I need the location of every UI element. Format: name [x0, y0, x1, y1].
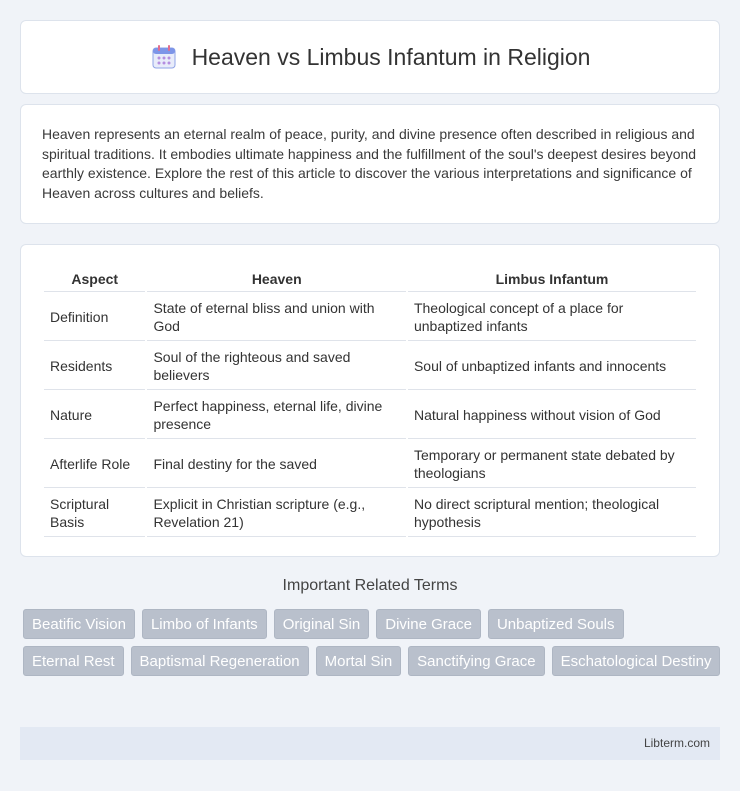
table-cell: Perfect happiness, eternal life, divine presence [147, 392, 406, 439]
table-row [44, 490, 696, 537]
table-cell: Afterlife Role [44, 441, 145, 488]
tag-unbaptized-souls[interactable]: Unbaptized Souls [488, 609, 624, 639]
tag-sanctifying-grace[interactable]: Sanctifying Grace [408, 646, 544, 676]
calendar-icon [150, 43, 178, 71]
intro-card [20, 104, 720, 224]
page-title: Heaven vs Limbus Infantum in Religion [191, 43, 591, 70]
comparison-card [20, 244, 720, 557]
table-cell: Scriptural Basis [44, 490, 145, 537]
table-cell: Explicit in Christian scripture (e.g., Revelation 21) [147, 490, 406, 537]
table-cell: Temporary or permanent state debated by theologians [408, 441, 696, 488]
tag-beatific-vision[interactable]: Beatific Vision [23, 609, 135, 639]
table-header-row [44, 267, 696, 292]
tag-original-sin[interactable]: Original Sin [274, 609, 370, 639]
table-cell: Definition [44, 294, 145, 341]
tag-eternal-rest[interactable]: Eternal Rest [23, 646, 124, 676]
tag-limbo-of-infants[interactable]: Limbo of Infants [142, 609, 267, 639]
tag-mortal-sin[interactable]: Mortal Sin [316, 646, 402, 676]
table-row [44, 441, 696, 488]
table-header: Heaven [147, 267, 406, 292]
table-header: Limbus Infantum [408, 267, 696, 292]
table-cell: No direct scriptural mention; theological hypothesis [408, 490, 696, 537]
intro-text: Heaven represents an eternal realm of peace, purity, and divine presence often described in religious and spiritual traditions. It embodies ultimate happiness and the fulfillment of the soul's deepest desires beyond earthly existence. Explore the rest of this article to discover the various interpretations and significance of Heaven across cultures and beliefs. [42, 126, 697, 201]
related-terms-list [23, 609, 723, 676]
table-cell: Soul of the righteous and saved believers [147, 343, 406, 390]
table-cell: Residents [44, 343, 145, 390]
table-cell: Theological concept of a place for unbaptized infants [408, 294, 696, 341]
table-cell: Natural happiness without vision of God [408, 392, 696, 439]
table-cell: Final destiny for the saved [147, 441, 406, 488]
footer-site-link[interactable]: Libterm.com [643, 736, 710, 750]
header-inner [150, 43, 591, 71]
comparison-table [42, 265, 698, 539]
tag-baptismal-regeneration[interactable]: Baptismal Regeneration [131, 646, 309, 676]
table-row [44, 392, 696, 439]
table-cell: Soul of unbaptized infants and innocents [408, 343, 696, 390]
table-row [44, 294, 696, 341]
table-header: Aspect [44, 267, 145, 292]
table-cell: Nature [44, 392, 145, 439]
table-cell: State of eternal bliss and union with God [147, 294, 406, 341]
table-row [44, 343, 696, 390]
tag-eschatological-destiny[interactable]: Eschatological Destiny [552, 646, 721, 676]
header-card [20, 20, 720, 94]
footer [20, 727, 720, 760]
related-terms-title: Important Related Terms [282, 577, 458, 594]
tag-divine-grace[interactable]: Divine Grace [376, 609, 481, 639]
